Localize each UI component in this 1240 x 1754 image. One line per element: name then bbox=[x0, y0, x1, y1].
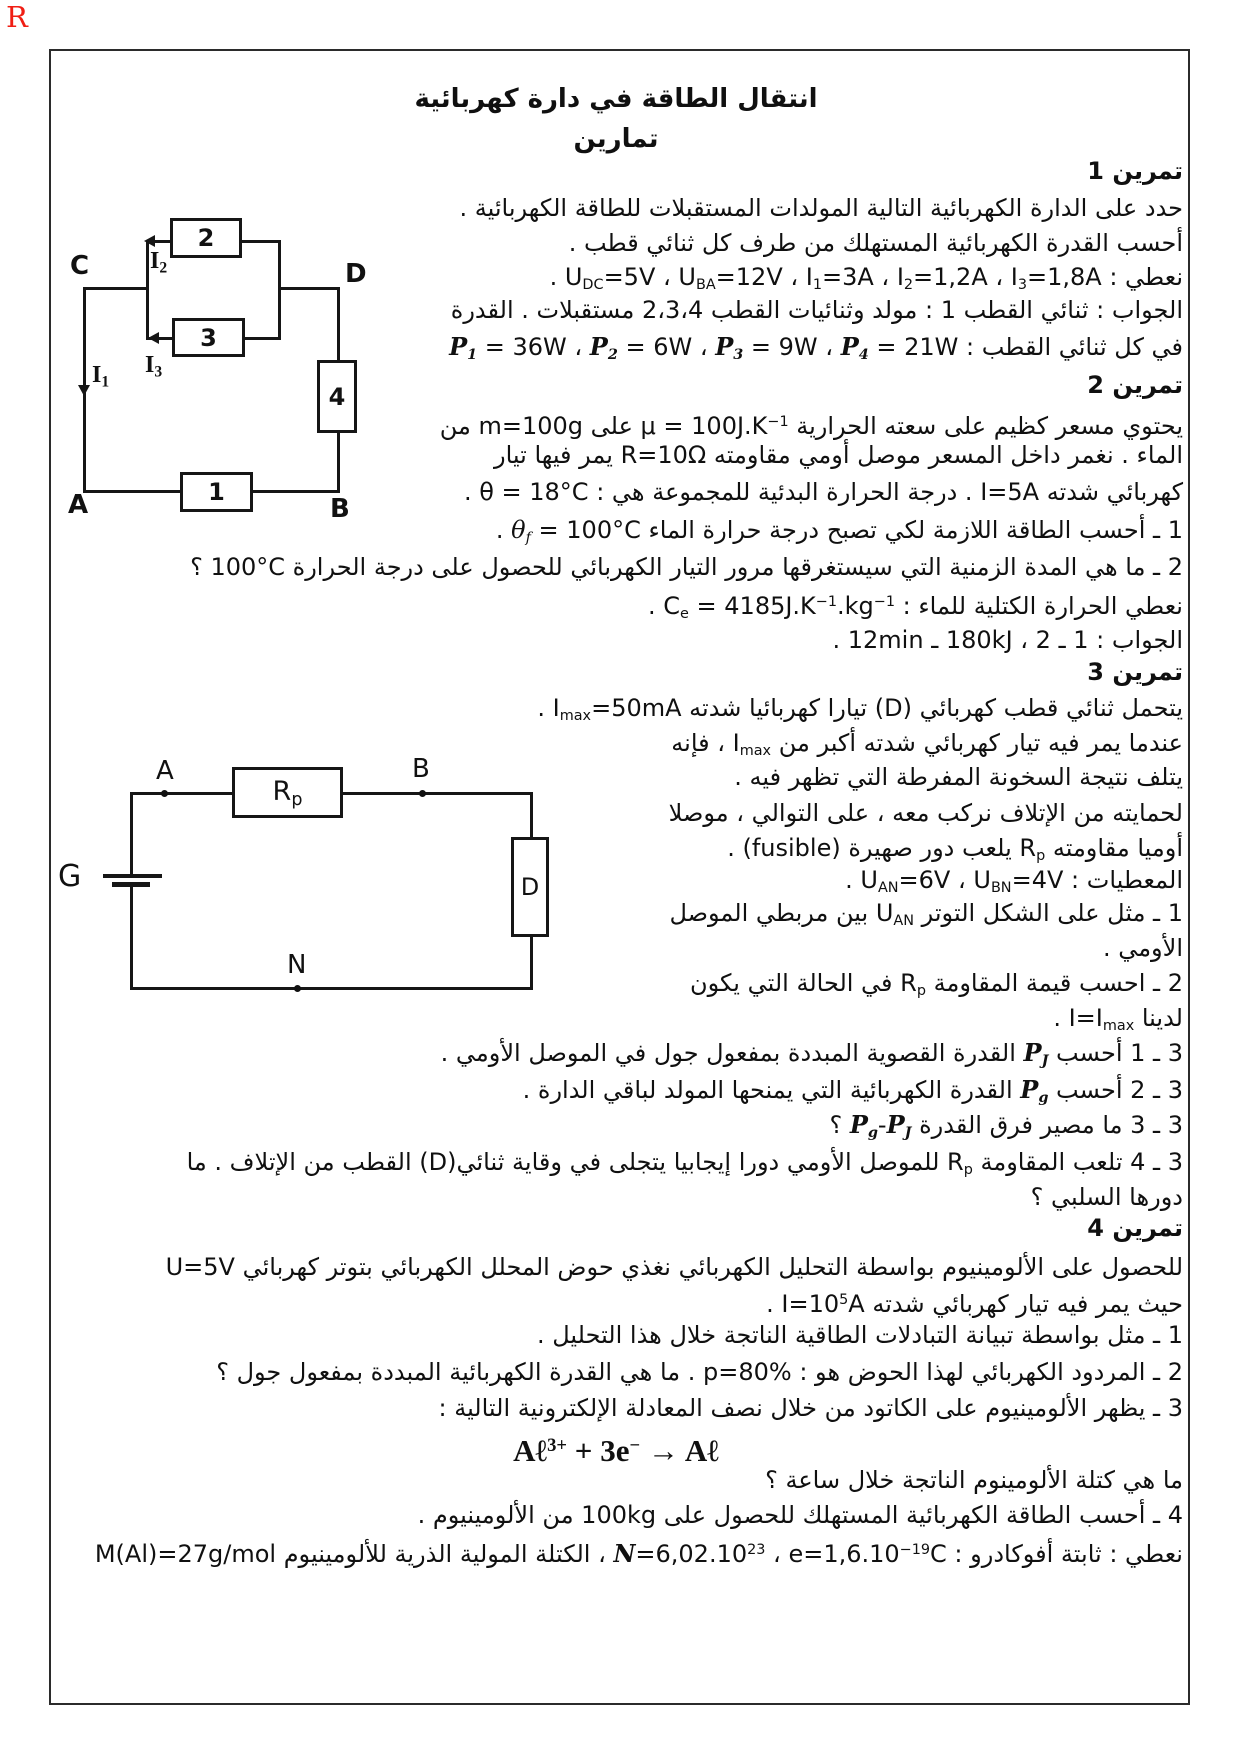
ex3-q1b: الأومي . bbox=[1102, 934, 1183, 962]
ex2-line-3: كهربائي شدته I=5A . درجة الحرارة البدئية للمجموعة هي : θ = 18°C . bbox=[463, 478, 1183, 506]
dipole-box-label: 1 bbox=[208, 478, 225, 506]
ex2-header: تمرين 2 bbox=[1087, 371, 1183, 399]
ex3-q1a: 1 ـ مثل على الشكل التوتر $U_{AN}$ بين مربطي الموصل bbox=[669, 899, 1183, 930]
ex1-header: تمرين 1 bbox=[1087, 157, 1183, 185]
node-label-b: B bbox=[330, 494, 350, 524]
current-label-i3: I3 bbox=[145, 352, 163, 381]
wire-segment bbox=[130, 792, 133, 874]
ex3-q3-4a: 3 ـ 4 تلعب المقاومة $R_p$ للموصل الأومي دورا إيجابيا يتجلى في وقاية ثنائي(D) القطب من الإتلاف . ما bbox=[186, 1148, 1183, 1179]
wire-segment bbox=[337, 287, 340, 363]
ex2-line-2: الماء . نغمر داخل المسعر موصل أومي مقاومته R=10Ω يمر فيها تيار bbox=[493, 441, 1183, 469]
node-label-a: A bbox=[156, 756, 174, 786]
ex3-data: المعطيات : $U_{AN}=6V$ ، $U_{BN}=4V$ . bbox=[845, 866, 1183, 897]
ex1-data: نعطي : $U_{DC}=5V$ ، $U_{BA}=12V$ ، $I_1=3A$ ، $I_2=1,2A$ ، $I_3=1,8A$ . bbox=[549, 263, 1183, 294]
ex3-q2a: 2 ـ احسب قيمة المقاومة $R_p$ في الحالة التي يكون bbox=[690, 969, 1183, 1000]
ex2-q2: 2 ـ ما هي المدة الزمنية التي سيستغرقها مرور التيار الكهربائي للحصول على درجة الحرارة 100°C ؟ bbox=[190, 553, 1183, 581]
battery-short-plate bbox=[112, 882, 150, 887]
node-label-a: A bbox=[68, 490, 89, 520]
node-label-n: N bbox=[287, 950, 307, 980]
ex1-line-2: أحسب القدرة الكهربائية المستهلك من طرف كل ثنائي قطب . bbox=[568, 229, 1183, 257]
node-dot-a bbox=[161, 790, 168, 797]
resistor-label: Rp bbox=[272, 775, 303, 810]
ex1-answer-1: الجواب : ثنائي القطب 1 : مولد وثنائيات القطب 2،3،4 مستقبلات . القدرة bbox=[450, 296, 1183, 324]
current-label-i1: I1 bbox=[92, 362, 110, 391]
half-equation: Aℓ$^{3+}$ + 3e− → Aℓ bbox=[513, 1433, 719, 1469]
ex3-q3-3: 3 ـ 3 ما مصير فرق القدرة $P_g-P_J$ ؟ bbox=[829, 1110, 1183, 1142]
ex3-line-1: يتحمل ثنائي قطب كهربائي (D) تيارا كهربائيا شدته $I_{max}=50mA$ . bbox=[537, 694, 1183, 725]
ex3-q3-2: 3 ـ 2 أحسب $P_g$ القدرة الكهربائية التي يمنحها المولد لباقي الدارة . bbox=[522, 1075, 1183, 1107]
wire-segment bbox=[530, 792, 533, 838]
wire-segment bbox=[83, 287, 149, 290]
ex3-line-5: أوميا مقاومته $R_p$ يلعب دور صهيرة (fusible) . bbox=[727, 834, 1183, 865]
ex2-answer: الجواب : 1 ـ 180kJ ، 2 ـ 12min . bbox=[832, 626, 1183, 654]
corner-mark: R bbox=[6, 0, 28, 34]
current-label-i2: I2 bbox=[150, 248, 168, 277]
dipole-box-label: 2 bbox=[197, 224, 215, 252]
node-label-d: D bbox=[345, 259, 367, 289]
current-arrow-i3 bbox=[148, 332, 159, 344]
ex4-data: نعطي : ثابتة أفوكادرو : $N=6,02.10^{23}$ ، $e=1,6.10^{-19}C$ ، الكتلة المولية الذرية للألومينيوم M(Al)=27g/mol bbox=[94, 1538, 1183, 1568]
ex4-line-1: للحصول على الألومينيوم بواسطة التحليل الكهربائي نغذي حوض المحلل الكهربائي بتوتر كهربائي U=5V bbox=[165, 1253, 1183, 1281]
wire-segment bbox=[278, 287, 340, 290]
ex3-line-2: عندما يمر فيه تيار كهربائي شدته أكبر من $I_{max}$ ، فإنه bbox=[671, 729, 1183, 760]
dipole-box-label: 3 bbox=[200, 323, 217, 352]
doc-title: انتقال الطاقة في دارة كهربائية bbox=[414, 84, 818, 114]
dipole-box-label: 4 bbox=[328, 382, 346, 411]
ex3-line-4: لحمايته من الإتلاف نركب معه ، على التوالي ، موصلا bbox=[668, 799, 1183, 827]
wire-segment bbox=[530, 936, 533, 990]
ex3-header: تمرين 3 bbox=[1087, 658, 1183, 686]
dipole-d-box bbox=[511, 837, 549, 937]
dipole-label: D bbox=[520, 873, 540, 901]
battery-long-plate bbox=[103, 874, 162, 878]
ex1-answer-2: في كل ثنائي القطب : $P_1 = 36W$ ، $P_2 = 6W$ ، $P_3 = 9W$ ، $P_4 = 21W$ bbox=[449, 332, 1183, 364]
wire-segment bbox=[130, 887, 133, 990]
node-dot-b bbox=[419, 790, 426, 797]
dipole-box-1 bbox=[180, 472, 253, 512]
dipole-box-2 bbox=[170, 218, 242, 258]
protection-resistor-box bbox=[232, 767, 343, 818]
current-arrow-i1 bbox=[78, 385, 90, 396]
ex3-q3-4b: دورها السلبي ؟ bbox=[1030, 1183, 1183, 1211]
circuit-diagram-2 bbox=[50, 690, 570, 1010]
ex3-q2b: لدينا $I=I_{max}$ . bbox=[1053, 1004, 1183, 1035]
node-label-c: C bbox=[70, 251, 90, 281]
wire-segment bbox=[337, 431, 340, 493]
ex4-q1: 1 ـ مثل بواسطة تبيانة التبادلات الطاقية الناتجة خلال هذا التحليل . bbox=[536, 1321, 1183, 1349]
node-label-b: B bbox=[412, 754, 430, 784]
ex1-line-1: حدد على الدارة الكهربائية التالية المولدات المستقبلات للطاقة الكهربائية . bbox=[459, 194, 1183, 222]
ex4-q4: 4 ـ أحسب الطاقة الكهربائية المستهلك للحصول على 100kg من الألومينيوم . bbox=[417, 1501, 1183, 1529]
wire-segment bbox=[130, 987, 533, 990]
wire-segment bbox=[146, 240, 149, 340]
ex3-line-3: يتلف نتيجة السخونة المفرطة التي تظهر فيه . bbox=[734, 763, 1183, 791]
dipole-box-4 bbox=[317, 360, 357, 433]
node-dot-n bbox=[294, 985, 301, 992]
current-arrow-i2 bbox=[144, 235, 155, 247]
generator-label: G bbox=[58, 859, 82, 894]
dipole-box-3 bbox=[172, 318, 245, 357]
ex4-header: تمرين 4 bbox=[1087, 1214, 1183, 1242]
circuit-diagram-1 bbox=[60, 195, 390, 535]
ex2-data: نعطي الحرارة الكتلية للماء : $C_e = 4185J.K^{-1}.kg^{-1}$ . bbox=[648, 591, 1183, 622]
ex2-q1: 1 ـ أحسب الطاقة اللازمة لكي تصبح درجة حرارة الماء $\theta_f = 100^\circ C$ . bbox=[495, 516, 1183, 547]
ex3-q3-1: 3 ـ 1 أحسب $P_J$ القدرة القصوية المبددة بمفعول جول في الموصل الأومي . bbox=[440, 1038, 1183, 1070]
ex4-q2: 2 ـ المردود الكهربائي لهذا الحوض هو : p=80% . ما هي القدرة الكهربائية المبددة بمفعول جول ؟ bbox=[216, 1358, 1183, 1386]
doc-subtitle: تمارين bbox=[573, 124, 659, 154]
ex4-line-2: حيث يمر فيه تيار كهربائي شدته $I=10^5A$ . bbox=[766, 1289, 1183, 1318]
ex4-q3a: 3 ـ يظهر الألومينيوم على الكاتود من خلال نصف المعادلة الإلكترونية التالية : bbox=[438, 1394, 1183, 1422]
ex2-line-1: يحتوي مسعر كظيم على سعته الحرارية $\mu = 100J.K^{-1}$ على m=100g من bbox=[439, 411, 1183, 440]
wire-segment bbox=[278, 240, 281, 340]
ex4-q3b: ما هي كتلة الألومينوم الناتجة خلال ساعة ؟ bbox=[765, 1466, 1183, 1494]
